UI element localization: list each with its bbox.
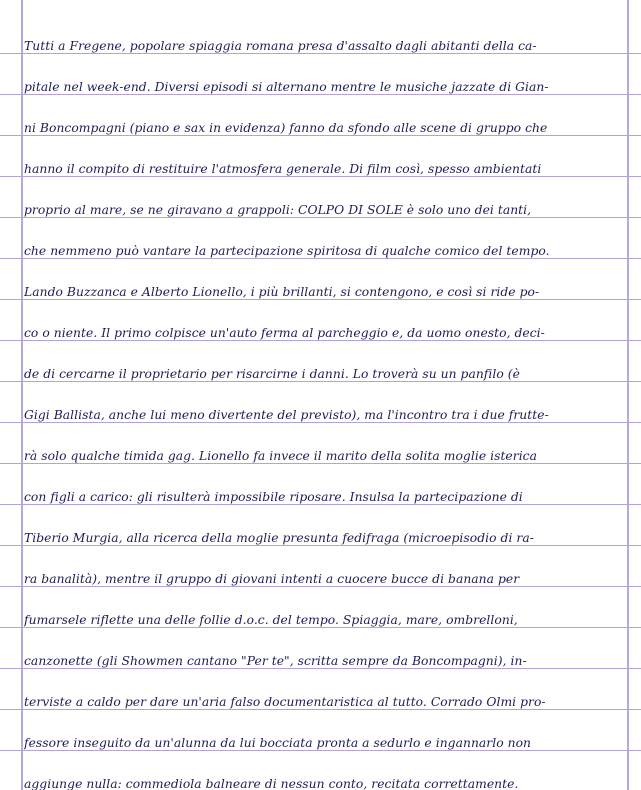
text-line [0,344,641,382]
text-line [0,549,641,587]
ruled-line [0,381,641,382]
ruled-line [0,668,641,669]
ruled-line [0,627,641,628]
ruled-line [0,340,641,341]
ruled-line [0,135,641,136]
line-text: Tiberio Murgia, alla ricerca della moglie presunta fedifraga (microepisodio di ra- [24,531,534,545]
line-text: ni Boncompagni (piano e sax in evidenza) fanno da sfondo alle scene di gruppo che [24,121,548,135]
ruled-line [0,176,641,177]
text-line [0,590,641,628]
line-text: pitale nel week-end. Diversi episodi si alternano mentre le musiche jazzate di Gian- [24,80,549,94]
ruled-line [0,258,641,259]
text-line [0,508,641,546]
ruled-line [0,545,641,546]
line-text: terviste a caldo per dare un'aria falso documentaristica al tutto. Corrado Olmi pro- [24,695,546,709]
text-line [0,262,641,300]
line-text: Lando Buzzanca e Alberto Lionello, i più brillanti, si contengono, e così si ride po- [24,285,540,299]
ruled-line [0,217,641,218]
ruled-line [0,586,641,587]
line-text: hanno il compito di restituire l'atmosfera generale. Di film così, spesso ambientati [24,162,542,176]
text-line [0,713,641,751]
text-line [0,98,641,136]
line-text: con figli a carico: gli risulterà impossibile riposare. Insulsa la partecipazione di [24,490,523,504]
ruled-line [0,750,641,751]
line-text: fumarsele riflette una delle follie d.o.c. del tempo. Spiaggia, mare, ombrelloni, [24,613,518,627]
ruled-line [0,504,641,505]
text-line [0,426,641,464]
text-line [0,221,641,259]
line-text: co o niente. Il primo colpisce un'auto ferma al parcheggio e, da uomo onesto, deci- [24,326,545,340]
text-line [0,672,641,710]
text-line [0,139,641,177]
line-text: proprio al mare, se ne giravano a grappoli: COLPO DI SOLE è solo uno dei tanti, [24,203,532,217]
text-line [0,754,641,790]
text-line [0,16,641,54]
ruled-line [0,94,641,95]
ruled-line [0,463,641,464]
text-line [0,631,641,669]
line-text: rà solo qualche timida gag. Lionello fa invece il marito della solita moglie isterica [24,449,537,463]
ruled-line [0,422,641,423]
text-line [0,303,641,341]
ruled-line [0,709,641,710]
text-line [0,180,641,218]
text-line [0,57,641,95]
line-text: ra banalità), mentre il gruppo di giovani intenti a cuocere bucce di banana per [24,572,520,586]
line-text: de di cercarne il proprietario per risarcirne i danni. Lo troverà su un panfilo (è [24,367,520,381]
line-text: che nemmeno può vantare la partecipazione spiritosa di qualche comico del tempo. [24,244,550,258]
line-text: aggiunge nulla: commediola balneare di nessun conto, recitata correttamente. [24,777,519,790]
text-line [0,385,641,423]
line-text: Gigi Ballista, anche lui meno divertente del previsto), ma l'incontro tra i due frutte- [24,408,549,422]
text-line [0,467,641,505]
ruled-line [0,299,641,300]
ruled-line [0,53,641,54]
line-text: fessore inseguito da un'alunna da lui bocciata pronta a sedurlo e ingannarlo non [24,736,532,750]
line-text: canzonette (gli Showmen cantano "Per te", scritta sempre da Boncompagni), in- [24,654,527,668]
line-text: Tutti a Fregene, popolare spiaggia romana presa d'assalto dagli abitanti della ca- [24,39,537,53]
